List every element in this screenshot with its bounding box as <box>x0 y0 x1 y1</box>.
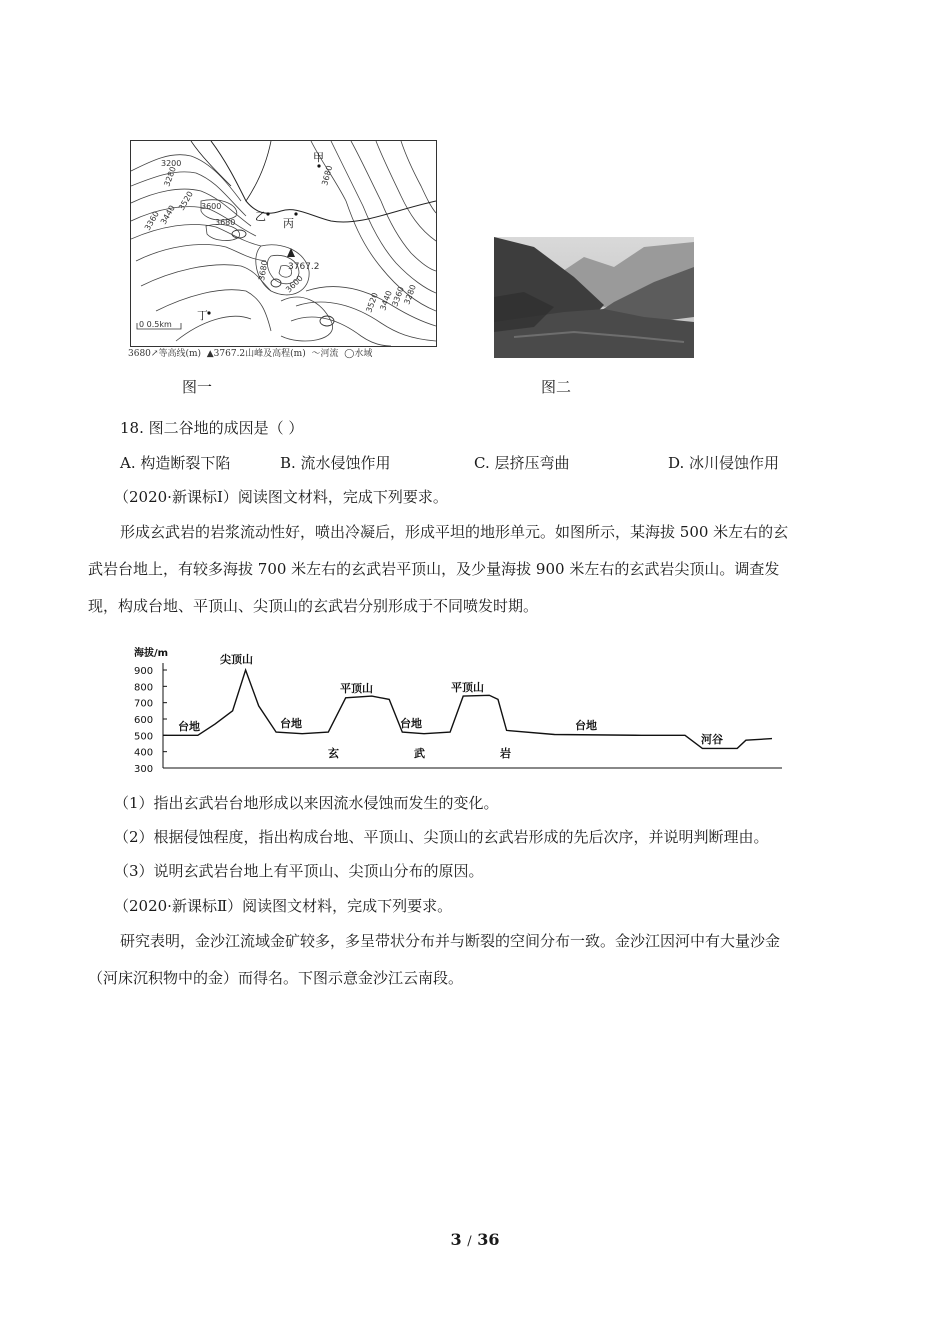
point-ding: 丁 <box>197 309 208 322</box>
valley-photo-drawing <box>494 237 694 358</box>
river-icon: ～ <box>311 349 321 359</box>
label-valley: 河谷 <box>701 733 723 746</box>
contour-label: 3680 <box>257 259 270 282</box>
y-tick-label: 600 <box>134 715 154 726</box>
point-bing: 丙 <box>283 217 294 230</box>
contour-label: 3520 <box>176 189 195 212</box>
section1-para-line: 现，构成台地、平顶山、尖顶山的玄武岩分别形成于不同喷发时期。 <box>88 597 539 615</box>
label-plateau4: 台地 <box>575 719 597 732</box>
label-flat2: 平顶山 <box>451 681 484 694</box>
section2-para-line: （河床沉积物中的金）而得名。下图示意金沙江云南段。 <box>88 969 464 987</box>
page-total: 36 <box>477 1230 500 1249</box>
scale-label: 0 0.5km <box>139 320 172 329</box>
contour-label: 3440 <box>158 203 177 226</box>
legend-water: 水域 <box>354 349 373 359</box>
y-tick-label: 400 <box>134 747 154 759</box>
legend-contour: 3680↗等高线(m) <box>128 349 202 359</box>
section2-para-line: 研究表明，金沙江流域金矿较多，多呈带状分布并与断裂的空间分布一致。金沙江因河中有大量沙金 <box>120 932 781 950</box>
section1-para-line: 武岩台地上，有较多海拔 700 米左右的玄武岩平顶山，及少量海拔 900 米左右的玄武岩尖顶山。调查发 <box>88 560 780 578</box>
contour-label: 3360 <box>142 209 161 232</box>
contour-map <box>130 140 437 347</box>
valley-photo <box>494 237 694 358</box>
y-tick-label: 500 <box>134 731 154 743</box>
option-b[interactable]: B. 流水侵蚀作用 <box>280 454 391 472</box>
point-jia: 甲 <box>313 151 324 164</box>
figure2-caption: 图二 <box>541 378 572 396</box>
contour-label: 3280 <box>402 283 418 306</box>
section1-question-3: （3）说明玄武岩台地上有平顶山、尖顶山分布的原因。 <box>114 862 484 880</box>
contour-label: 3200 <box>161 159 182 168</box>
contour-label: 3680 <box>320 164 335 187</box>
contour-label: 3440 <box>378 289 394 312</box>
contour-map-drawing <box>131 141 436 346</box>
section1-para-line: 形成玄武岩的岩浆流动性好，喷出冷凝后，形成平坦的地形单元。如图所示，某海拔 500 米左右的玄 <box>120 523 789 541</box>
legend-peak: ▲3767.2山峰及高程(m) <box>206 349 306 359</box>
label-plateau2: 台地 <box>280 717 302 730</box>
section1-question-1: （1）指出玄武岩台地形成以来因流水侵蚀而发生的变化。 <box>114 794 499 812</box>
peak-icon <box>287 248 295 257</box>
water-icon: ◯ <box>344 349 355 359</box>
label-peak: 尖顶山 <box>220 653 253 666</box>
contour-label: 3600 <box>284 273 305 295</box>
section1-source: （2020·新课标Ⅰ）阅读图文材料，完成下列要求。 <box>114 488 448 506</box>
terrain-profile-chart <box>128 645 788 775</box>
contour-label: 3600 <box>201 202 222 211</box>
label-plateau3: 台地 <box>400 717 422 730</box>
legend-river: 河流 <box>320 349 339 359</box>
option-a[interactable]: A. 构造断裂下陷 <box>120 454 231 472</box>
page-number <box>0 1230 950 1249</box>
label-flat1: 平顶山 <box>340 682 373 695</box>
label-rock3: 岩 <box>500 747 511 760</box>
terrain-profile-svg <box>128 645 788 775</box>
contour-label: 3520 <box>364 291 380 314</box>
option-d[interactable]: D. 冰川侵蚀作用 <box>668 454 780 472</box>
peak-elevation: 3767.2 <box>288 262 320 272</box>
point-yi: 乙 <box>255 210 266 223</box>
page-separator: / <box>467 1234 472 1249</box>
y-tick-label: 900 <box>134 666 154 677</box>
section2-source: （2020·新课标Ⅱ）阅读图文材料，完成下列要求。 <box>114 897 453 915</box>
page-current: 3 <box>450 1230 462 1249</box>
y-tick-label: 800 <box>134 682 154 694</box>
label-plateau1: 台地 <box>178 720 200 733</box>
contour-label: 3360 <box>390 285 406 308</box>
figure1-caption: 图一 <box>182 378 213 396</box>
y-tick-label: 300 <box>134 764 154 775</box>
section1-question-2: （2）根据侵蚀程度，指出构成台地、平顶山、尖顶山的玄武岩形成的先后次序，并说明判断理由。 <box>114 828 769 846</box>
contour-label: 3280 <box>162 165 178 188</box>
y-axis-title: 海拔/m <box>134 648 169 659</box>
option-c[interactable]: C. 层挤压弯曲 <box>474 454 570 472</box>
question-18-stem: 18. 图二谷地的成因是（ ） <box>120 419 304 437</box>
y-tick-label: 700 <box>134 698 154 710</box>
contour-label: 3680 <box>215 218 236 227</box>
label-rock1: 玄 <box>328 747 339 760</box>
label-rock2: 武 <box>414 747 425 760</box>
map-legend <box>128 346 372 359</box>
